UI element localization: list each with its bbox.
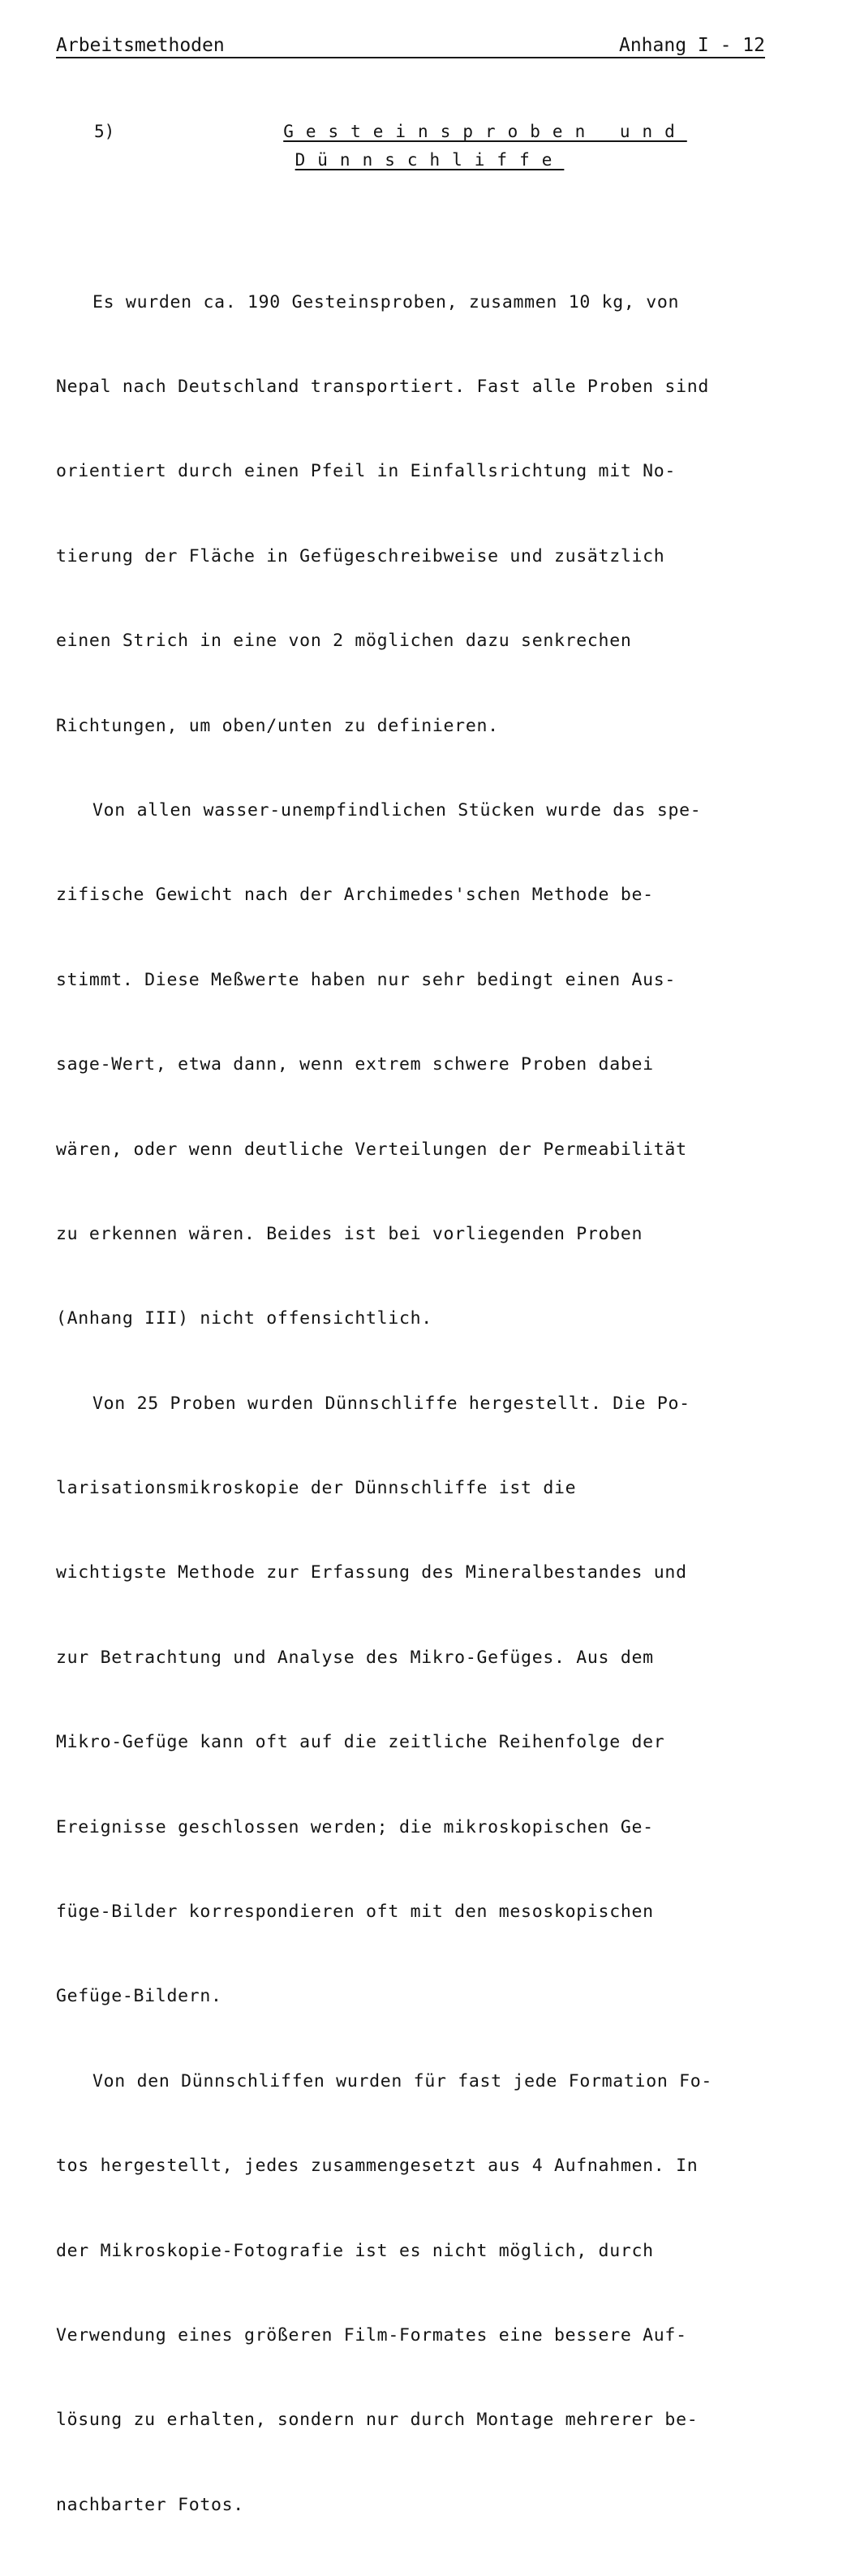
body-line: einen Strich in eine von 2 möglichen dazu senkrechen bbox=[56, 631, 632, 652]
body-line: wichtigste Methode zur Erfassung des Mineralbestandes und bbox=[56, 1562, 687, 1583]
body-line: Ereignisse geschlossen werden; die mikroskopischen Ge- bbox=[56, 1816, 654, 1837]
section-title-text-1: Gesteinsproben und bbox=[283, 122, 687, 141]
body-line: Verwendung eines größeren Film-Formates eine bessere Auf- bbox=[56, 2324, 687, 2346]
body-line: Nepal nach Deutschland transportiert. Fast alle Proben sind bbox=[56, 376, 710, 397]
body-text bbox=[56, 232, 786, 2576]
body-line: tierung der Fläche in Gefügeschreibweise und zusätzlich bbox=[56, 545, 665, 566]
body-line: Von 25 Proben wurden Dünnschliffe hergestellt. Die Po- bbox=[92, 1393, 690, 1414]
section-title-text-2: Dünnschliffe bbox=[295, 150, 565, 170]
body-line: larisationsmikroskopie der Dünnschliffe ist die bbox=[56, 1478, 577, 1499]
body-line: Von allen wasser-unempfindlichen Stücken wurde das spe- bbox=[92, 799, 702, 821]
body-line: füge-Bilder korrespondieren oft mit den mesoskopischen bbox=[56, 1902, 654, 1923]
body-line: der Mikroskopie-Fotografie ist es nicht möglich, durch bbox=[56, 2240, 654, 2261]
header-page-number: Anhang I - 12 bbox=[618, 35, 765, 56]
page-header bbox=[56, 34, 765, 58]
body-line: (Anhang III) nicht offensichtlich. bbox=[56, 1308, 432, 1329]
body-line: Richtungen, um oben/unten zu definieren. bbox=[56, 715, 499, 736]
body-line: stimmt. Diese Meßwerte haben nur sehr bedingt einen Aus- bbox=[56, 969, 677, 990]
body-line: orientiert durch einen Pfeil in Einfallsrichtung mit No- bbox=[56, 461, 677, 482]
body-line: Gefüge-Bildern. bbox=[56, 1986, 222, 2007]
body-line: Es wurden ca. 190 Gesteinsproben, zusammen 10 kg, von bbox=[92, 291, 680, 312]
section-title-line-2 bbox=[0, 149, 847, 171]
header-title: Arbeitsmethoden bbox=[56, 35, 225, 56]
body-line: tos hergestellt, jedes zusammengesetzt aus 4 Aufnahmen. In bbox=[56, 2156, 699, 2177]
body-line: nachbarter Fotos. bbox=[56, 2494, 244, 2515]
section-title-line-1 bbox=[0, 120, 847, 143]
body-line: sage-Wert, etwa dann, wenn extrem schwere Proben dabei bbox=[56, 1054, 654, 1075]
body-line: wären, oder wenn deutliche Verteilungen der Permeabilität bbox=[56, 1139, 687, 1160]
body-line: zu erkennen wären. Beides ist bei vorliegenden Proben bbox=[56, 1223, 643, 1244]
body-line: Von den Dünnschliffen wurden für fast jede Formation Fo- bbox=[92, 2070, 713, 2091]
body-line: Mikro-Gefüge kann oft auf die zeitliche Reihenfolge der bbox=[56, 1732, 665, 1753]
body-line: zur Betrachtung und Analyse des Mikro-Gefüges. Aus dem bbox=[56, 1647, 654, 1668]
body-line: lösung zu erhalten, sondern nur durch Montage mehrerer be- bbox=[56, 2410, 699, 2431]
body-line: zifische Gewicht nach der Archimedes'schen Methode be- bbox=[56, 885, 654, 906]
section-number: 5) bbox=[94, 122, 115, 141]
